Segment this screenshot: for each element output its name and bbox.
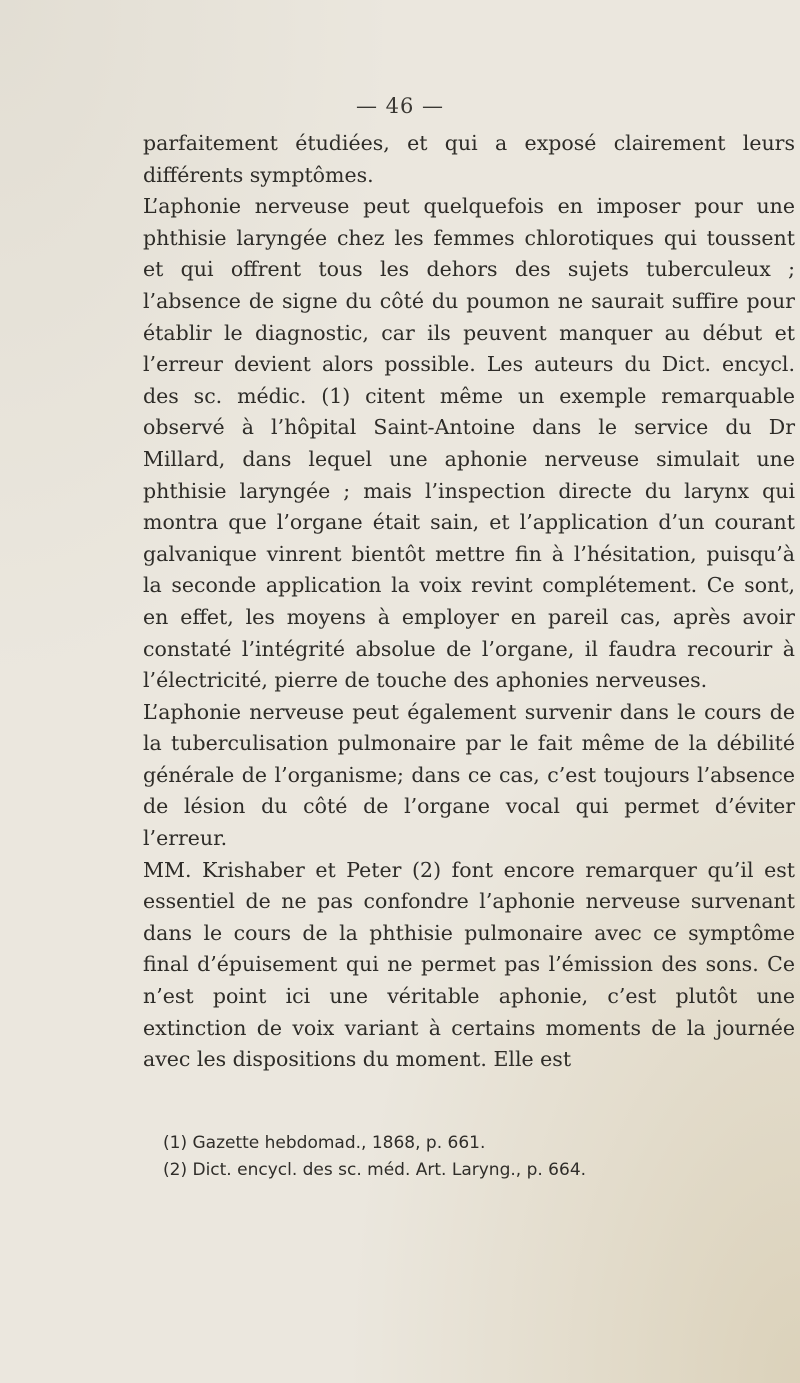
footnotes xyxy=(163,1130,783,1184)
paragraph-3: L’aphonie nerveuse peut également survenir dans le cours de la tuberculisation pulmonaire par le fait même de la débilité générale de l’organisme; dans ce cas, c’est toujours l’absence de lésion du côté de l’organe vocal qui permet d’éviter l’erreur. xyxy=(143,699,795,851)
paragraph-4: MM. Krishaber et Peter (2) font encore remarquer qu’il est essentiel de ne pas confondre l’aphonie nerveuse survenant dans le cours de la phthisie pulmonaire avec ce symptôme final d’épuisement qui ne permet pas l’émission des sons. Ce n’est point ici une véritable aphonie, c’est plutôt une extinction de voix variant à certains moments de la journée avec les dispositions du moment. Elle est xyxy=(143,857,795,1072)
paragraph-1: parfaitement étudiées, et qui a exposé clairement leurs différents symptômes. xyxy=(143,131,795,187)
paragraph-2: L’aphonie nerveuse peut quelquefois en imposer pour une phthisie laryngée chez les femmes chlorotiques qui toussent et qui offrent tous les dehors des sujets tuberculeux ; l’absence de signe du côté du poumon ne saurait suffire pour établir le diagnostic, car ils peuvent manquer au début et l’erreur devient alors possible. Les auteurs du Dict. encycl. des sc. médic. (1) citent même un exemple remarquable observé à l’hôpital Saint-Antoine dans le service du Dr Millard, dans lequel une aphonie nerveuse simulait une phthisie laryngée ; mais l’inspection directe du larynx qui montra que l’organe était sain, et l’application d’un courant galvanique vinrent bientôt mettre fin à l’hésitation, puisqu’à la seconde application la voix revint complétement. Ce sont, en effet, les moyens à employer en pareil cas, après avoir constaté l’intégrité absolue de l’organe, il faudra recourir à l’électricité, pierre de touche des aphonies nerveuses. xyxy=(143,194,795,693)
body-text xyxy=(143,128,795,1076)
footnote-2: (2) Dict. encycl. des sc. méd. Art. Laryng., p. 664. xyxy=(163,1160,587,1180)
page-number: — 46 — xyxy=(355,94,445,118)
footnote-1: (1) Gazette hebdomad., 1868, p. 661. xyxy=(163,1133,486,1153)
